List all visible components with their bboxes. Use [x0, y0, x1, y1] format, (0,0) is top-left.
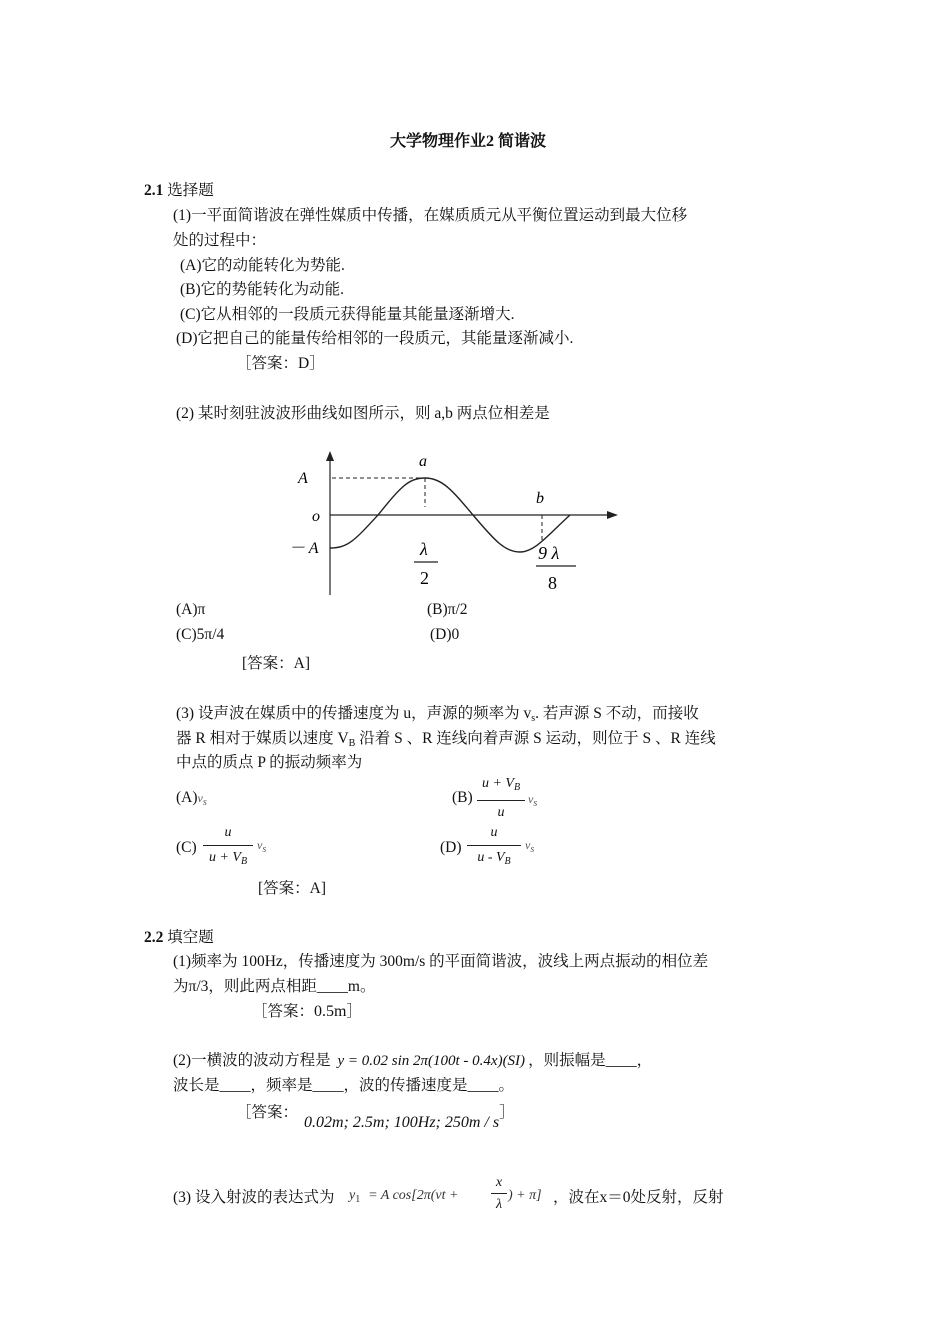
section-number: 2.1 [144, 182, 164, 199]
q3-option-b-label: (B) [452, 789, 473, 806]
q3-option-c-bar [203, 845, 253, 846]
q1-answer: ［答案：D］ [236, 355, 325, 372]
q3-line2-sub: B [348, 738, 356, 749]
q1-option-c: (C)它从相邻的一段质元获得能量其能量逐渐增大. [180, 306, 515, 323]
y-axis-arrow [326, 451, 334, 461]
q3-option-a-label: (A) [176, 789, 198, 806]
fill-q2-answer [236, 1100, 298, 1122]
fill-q3-eq-end-text: ) + π] [508, 1188, 542, 1203]
q3-option-d-den [467, 848, 521, 872]
label-nine-eighths-num: 9 λ [538, 543, 560, 563]
section-heading: 填空题 [167, 929, 214, 946]
fill-q2-line2: 波长是____，频率是____，波的传播速度是____。 [173, 1077, 515, 1094]
page-title: 大学物理作业2 简谐波 [390, 133, 547, 150]
fill-q3-line1 [173, 1185, 334, 1207]
fill-q3-post: ，波在x＝0处反射，反射 [553, 1189, 724, 1206]
q3-option-c-den-text: u + V [208, 850, 241, 865]
fill-q1-answer-post: ］ [346, 1003, 362, 1020]
label-neg-amplitude: － A [289, 540, 319, 557]
q3-option-c-num: u [224, 825, 232, 840]
fill-q3-den: λ [495, 1197, 503, 1212]
q3-option-d-fraction [467, 823, 521, 872]
fill-q3-fraction [491, 1175, 507, 1214]
q3-option-b-fraction [477, 774, 525, 823]
fill-q1-answer-pre: ［答案： [252, 1003, 315, 1020]
q3-line1-end: . 若声源 S 不动，而接收 [535, 705, 699, 722]
q3-line1-text: (3) 设声波在媒质中的传播速度为 u，声源的频率为 v [176, 705, 532, 722]
label-origin: o [312, 508, 320, 525]
fill-q3-eq-end [508, 1186, 542, 1204]
label-half-wavelength-den: 2 [420, 568, 429, 588]
q3-option-b-num-sub: B [513, 782, 521, 793]
q2-text: (2) 某时刻驻波波形曲线如图所示，则 a,b 两点位相差是 [176, 405, 550, 422]
fill-q3-eq-y: y [349, 1188, 356, 1203]
q3-option-d-v-sub: s [530, 844, 535, 855]
q2-answer: [答案：A] [242, 655, 311, 672]
q1-option-b: (B)它的势能转化为动能. [180, 281, 345, 298]
section-heading: 选择题 [167, 182, 214, 199]
fill-q1-answer-value: 0.5m [314, 1003, 347, 1020]
q3-option-d-v [525, 836, 534, 855]
q3-option-c-den-sub: B [240, 856, 248, 867]
q3-line2 [176, 726, 716, 749]
q3-option-a-v: v [197, 791, 203, 805]
fill-q3-eq-mid: = A cos[2π(νt + [368, 1188, 459, 1203]
label-point-b: b [536, 490, 544, 507]
fill-q2-pre: (2)一横波的波动方程是 [173, 1052, 331, 1069]
label-amplitude: A [298, 470, 308, 487]
q3-option-d-den-text: u - V [477, 850, 505, 865]
fill-q2-answer-post: ］ [499, 1104, 515, 1121]
q3-option-c-v-sub: s [262, 844, 267, 855]
section-2-2-header [144, 925, 214, 947]
fill-q2-answer-val: 0.02m; 2.5m; 100Hz; 250m / s [304, 1114, 500, 1131]
q1-option-d: (D)它把自己的能量传给相邻的一段质元，其能量逐渐减小. [176, 330, 574, 347]
q3-option-b-num-text: u + V [481, 776, 514, 791]
q3-option-b-v-sub: s [533, 798, 538, 809]
fill-q3-num: x [495, 1175, 503, 1190]
fill-q1-line2: 为π/3，则此两点相距____m。 [173, 978, 376, 995]
q3-option-b-num [477, 774, 525, 798]
q3-line3: 中点的质点 P 的振动频率为 [176, 754, 363, 771]
q2-option-b: (B)π/2 [427, 601, 468, 618]
q3-option-c-v-text: v [257, 838, 263, 852]
q3-line2-end: 沿着 S 、R 连线向着声源 S 运动，则位于 S 、R 连线 [355, 730, 716, 747]
x-axis-arrow [607, 511, 618, 519]
label-nine-eighths-den: 8 [548, 573, 557, 593]
q3-option-a-sub: s [202, 797, 207, 808]
q3-option-c-label: (C) [176, 839, 197, 856]
fill-q3-equation [349, 1186, 458, 1205]
q3-option-b-v-text: v [528, 792, 534, 806]
q2-option-d: (D)0 [430, 626, 460, 643]
section-number: 2.2 [144, 929, 164, 946]
q3-line2-text: 器 R 相对于媒质以速度 V [176, 730, 349, 747]
fill-q1-line1: (1)频率为 100Hz，传播速度为 300m/s 的平面简谐波，波线上两点振动的相位差 [173, 953, 709, 970]
q3-option-b-v [528, 790, 537, 809]
q3-option-c-fraction [203, 823, 253, 872]
label-half-wavelength-num: λ [420, 539, 428, 559]
q3-option-d-bar [467, 845, 521, 846]
q3-option-c-v [257, 836, 266, 855]
q3-answer: [答案：A] [258, 880, 327, 897]
q1-option-a: (A)它的动能转化为势能. [180, 257, 345, 274]
q1-line1: (1)一平面简谐波在弹性媒质中传播，在媒质质元从平衡位置运动到最大位移 [173, 207, 688, 224]
q3-option-a [176, 789, 207, 808]
q3-line1 [176, 701, 699, 724]
q3-option-d-den-sub: B [504, 856, 511, 867]
q1-line2: 处的过程中： [173, 232, 267, 249]
q2-option-a: (A)π [176, 601, 206, 618]
q3-option-c-den [203, 848, 253, 872]
q3-option-d-v-text: v [525, 838, 531, 852]
fill-q3-bar [491, 1193, 507, 1194]
fill-q2-post: ，则振幅是____， [528, 1052, 653, 1069]
standing-wave-figure [280, 445, 640, 605]
fill-q1-answer [252, 999, 362, 1021]
q3-option-d-label: (D) [440, 839, 462, 856]
q3-option-b-den: u [497, 805, 505, 820]
fill-q2-answer-pre: ［答案： [236, 1104, 299, 1121]
label-point-a: a [419, 453, 427, 470]
q3-option-b-bar [477, 800, 525, 801]
section-2-1-header [144, 178, 214, 200]
fill-q3-pre: (3) 设入射波的表达式为 [173, 1189, 335, 1206]
fill-q3-eq-sub: 1 [355, 1194, 361, 1205]
fill-q2-equation: y = 0.02 sin 2π(100t - 0.4x)(SI) [337, 1053, 526, 1069]
q3-line1-sub: s [531, 713, 536, 724]
fill-q2-line1 [173, 1048, 652, 1070]
q2-option-c: (C)5π/4 [176, 626, 225, 643]
fill-q2-answer-value [304, 1104, 515, 1132]
q3-option-d-num: u [490, 825, 498, 840]
